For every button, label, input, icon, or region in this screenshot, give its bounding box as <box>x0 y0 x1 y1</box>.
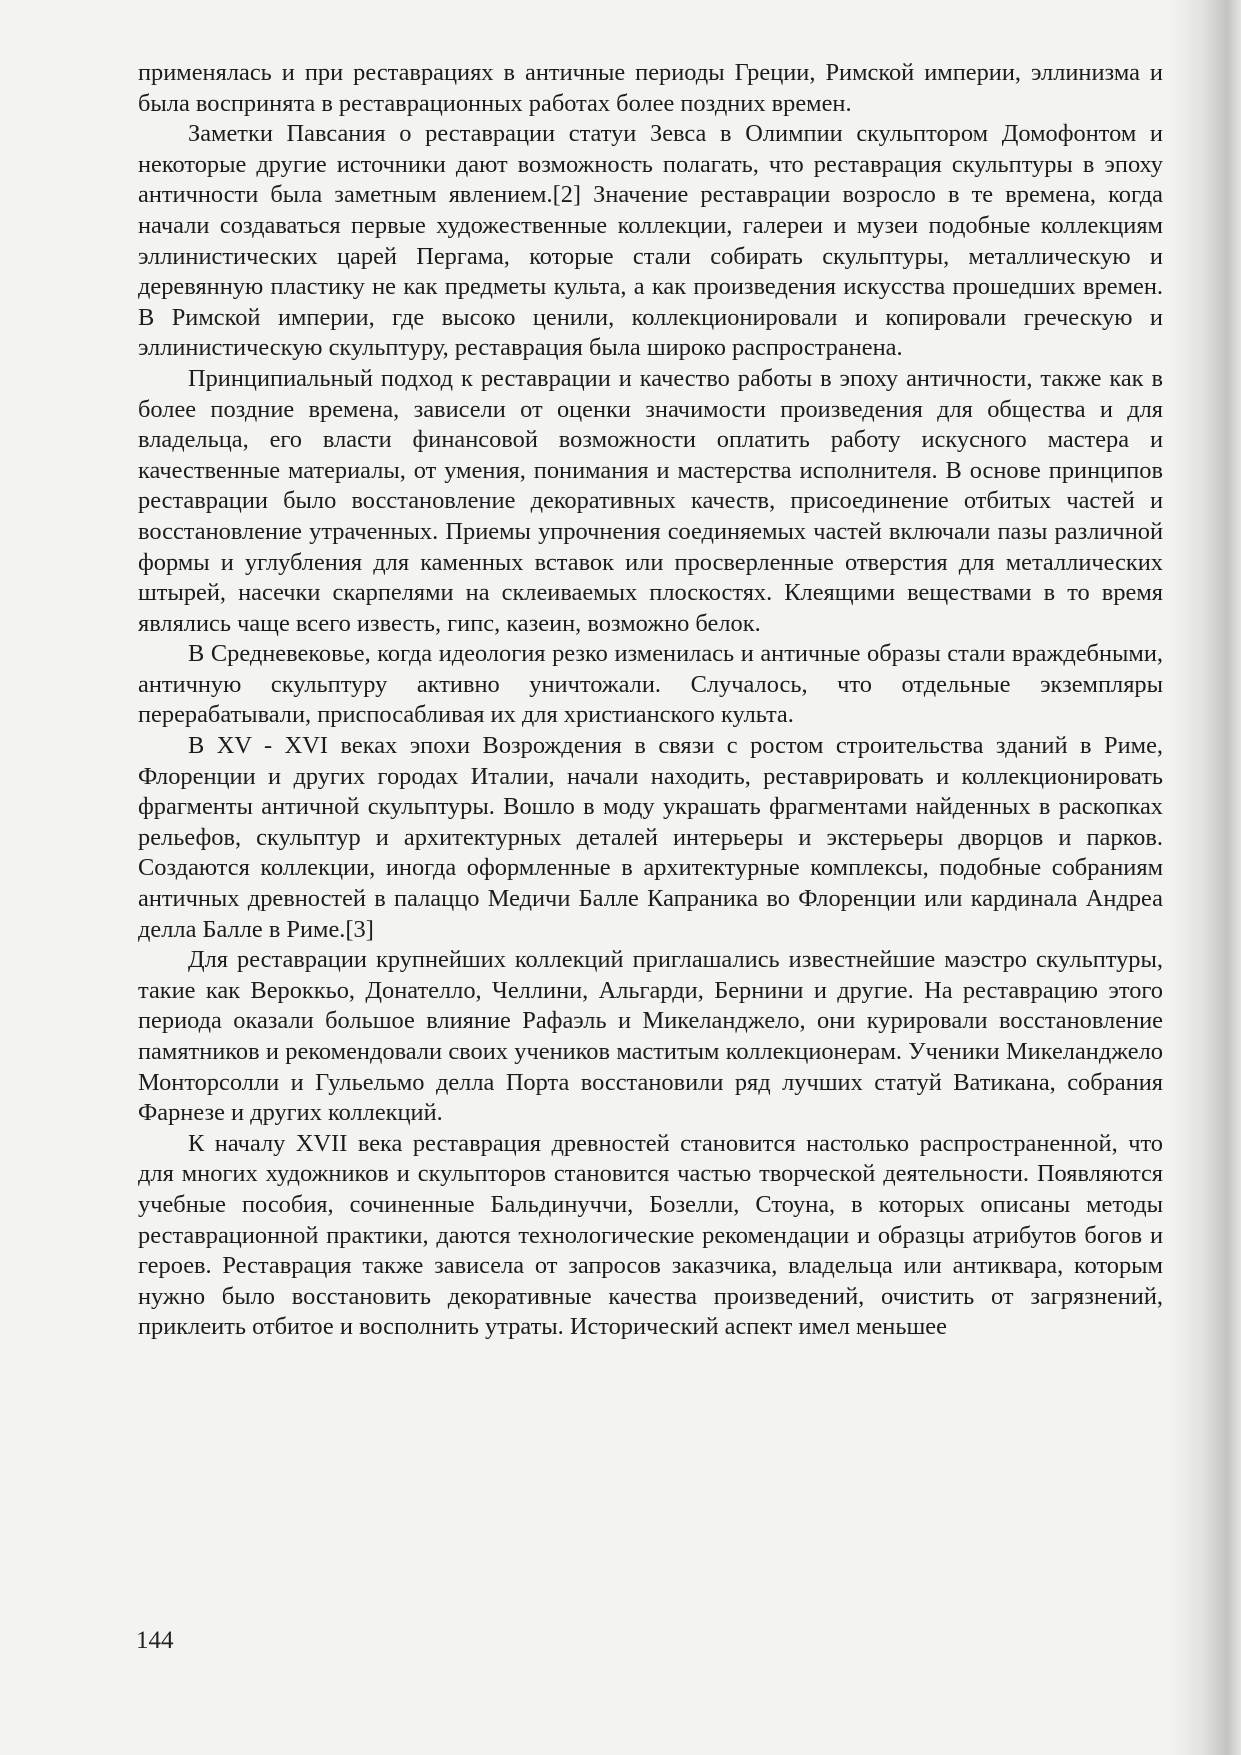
paragraph-antiquity-principles: Принципиальный подход к реставрации и качество работы в эпоху античности, также как в более поздние времена, зависели от оценки значимости произведения для общества и для владельца, его власти финансовой возможности оплатить работу искусного мастера и качественные материалы, от умения, понимания и мастерства исполнителя. В основе принципов реставрации было восстановление декоративных качеств, присоединение отбитых частей и восстановление утраченных. Приемы упрочнения соединяемых частей включали пазы различной формы и углубления для каменных вставок или просверленные отверстия для металлических штырей, насечки скарпелями на склеиваемых плоскостях. Клеящими веществами в то время являлись чаще всего известь, гипс, казеин, возможно белок. <box>138 364 1163 637</box>
binding-shadow <box>1171 0 1241 1755</box>
paragraph-middle-ages: В Средневековье, когда идеология резко изменилась и античные образы стали враждебными, античную скульптуру активно уничтожали. Случалось, что отдельные экземпляры перерабатывали, приспосабливая их для христианского культа. <box>138 640 1163 729</box>
paragraph-renaissance: В XV - XVI веках эпохи Возрождения в связи с ростом строительства зданий в Риме, Флоренции и других городах Италии, начали находить, реставрировать и коллекционировать фрагменты античной скульптуры. Вошло в моду украшать фрагментами найденных в раскопках рельефов, скульптур и архитектурных деталей интерьеры и экстерьеры дворцов и парков. Создаются коллекции, иногда оформленные в архитектурные комплексы, подобные собраниям античных древностей в палаццо Медичи Балле Капраника во Флоренции или кардинала Андреа делла Балле в Риме.[3] <box>138 732 1163 943</box>
paragraph-masters: Для реставрации крупнейших коллекций приглашались известнейшие маэстро скульптуры, такие как Вероккьо, Донателло, Челлини, Альгарди, Бернини и другие. На реставрацию этого периода оказали большое влияние Рафаэль и Микеланджело, они курировали восстановление памятников и рекомендовали своих учеников маститым коллекционерам. Ученики Микеланджело Монторсолли и Гульельмо делла Порта восстановили ряд лучших статуй Ватикана, собрания Фарнезе и других коллекций. <box>138 946 1163 1127</box>
paragraph-continuation: применялась и при реставрациях в античные периоды Греции, Римской империи, эллинизма и была воспринята в реставрационных работах более поздних времен. <box>138 59 1163 117</box>
page-number: 144 <box>136 1627 174 1654</box>
paragraph-seventeenth-century: К началу XVII века реставрация древностей становится настолько распространенной, что для многих художников и скульпторов становится частью творческой деятельности. Появляются учебные пособия, сочиненные Бальдинуччи, Бозелли, Стоуна, в которых описаны методы реставрационной практики, даются технологические рекомендации и образцы атрибутов богов и героев. Реставрация также зависела от запросов заказчика, владельца или антиквара, которым нужно было восстановить декоративные качества произведений, очистить от загрязнений, приклеить отбитое и восполнить утраты. Исторический аспект имел меньшее <box>138 1129 1163 1341</box>
page-body-text <box>138 58 1163 1343</box>
paragraph-pausanias: Заметки Павсания о реставрации статуи Зевса в Олимпии скульптором Домофонтом и некоторые другие источники дают возможность полагать, что реставрация скульптуры в эпоху античности была заметным явлением.[2] Значение реставрации возросло в те времена, когда начали создаваться первые художественные коллекции, галереи и музеи подобные коллекциям эллинистических царей Пергама, которые стали собирать скульптуры, металлическую и деревянную пластику не как предметы культа, а как произведения искусства прошедших времен. В Римской империи, где высоко ценили, коллекционировали и копировали греческую и эллинистическую скульптуру, реставрация была широко распространена. <box>138 120 1163 362</box>
